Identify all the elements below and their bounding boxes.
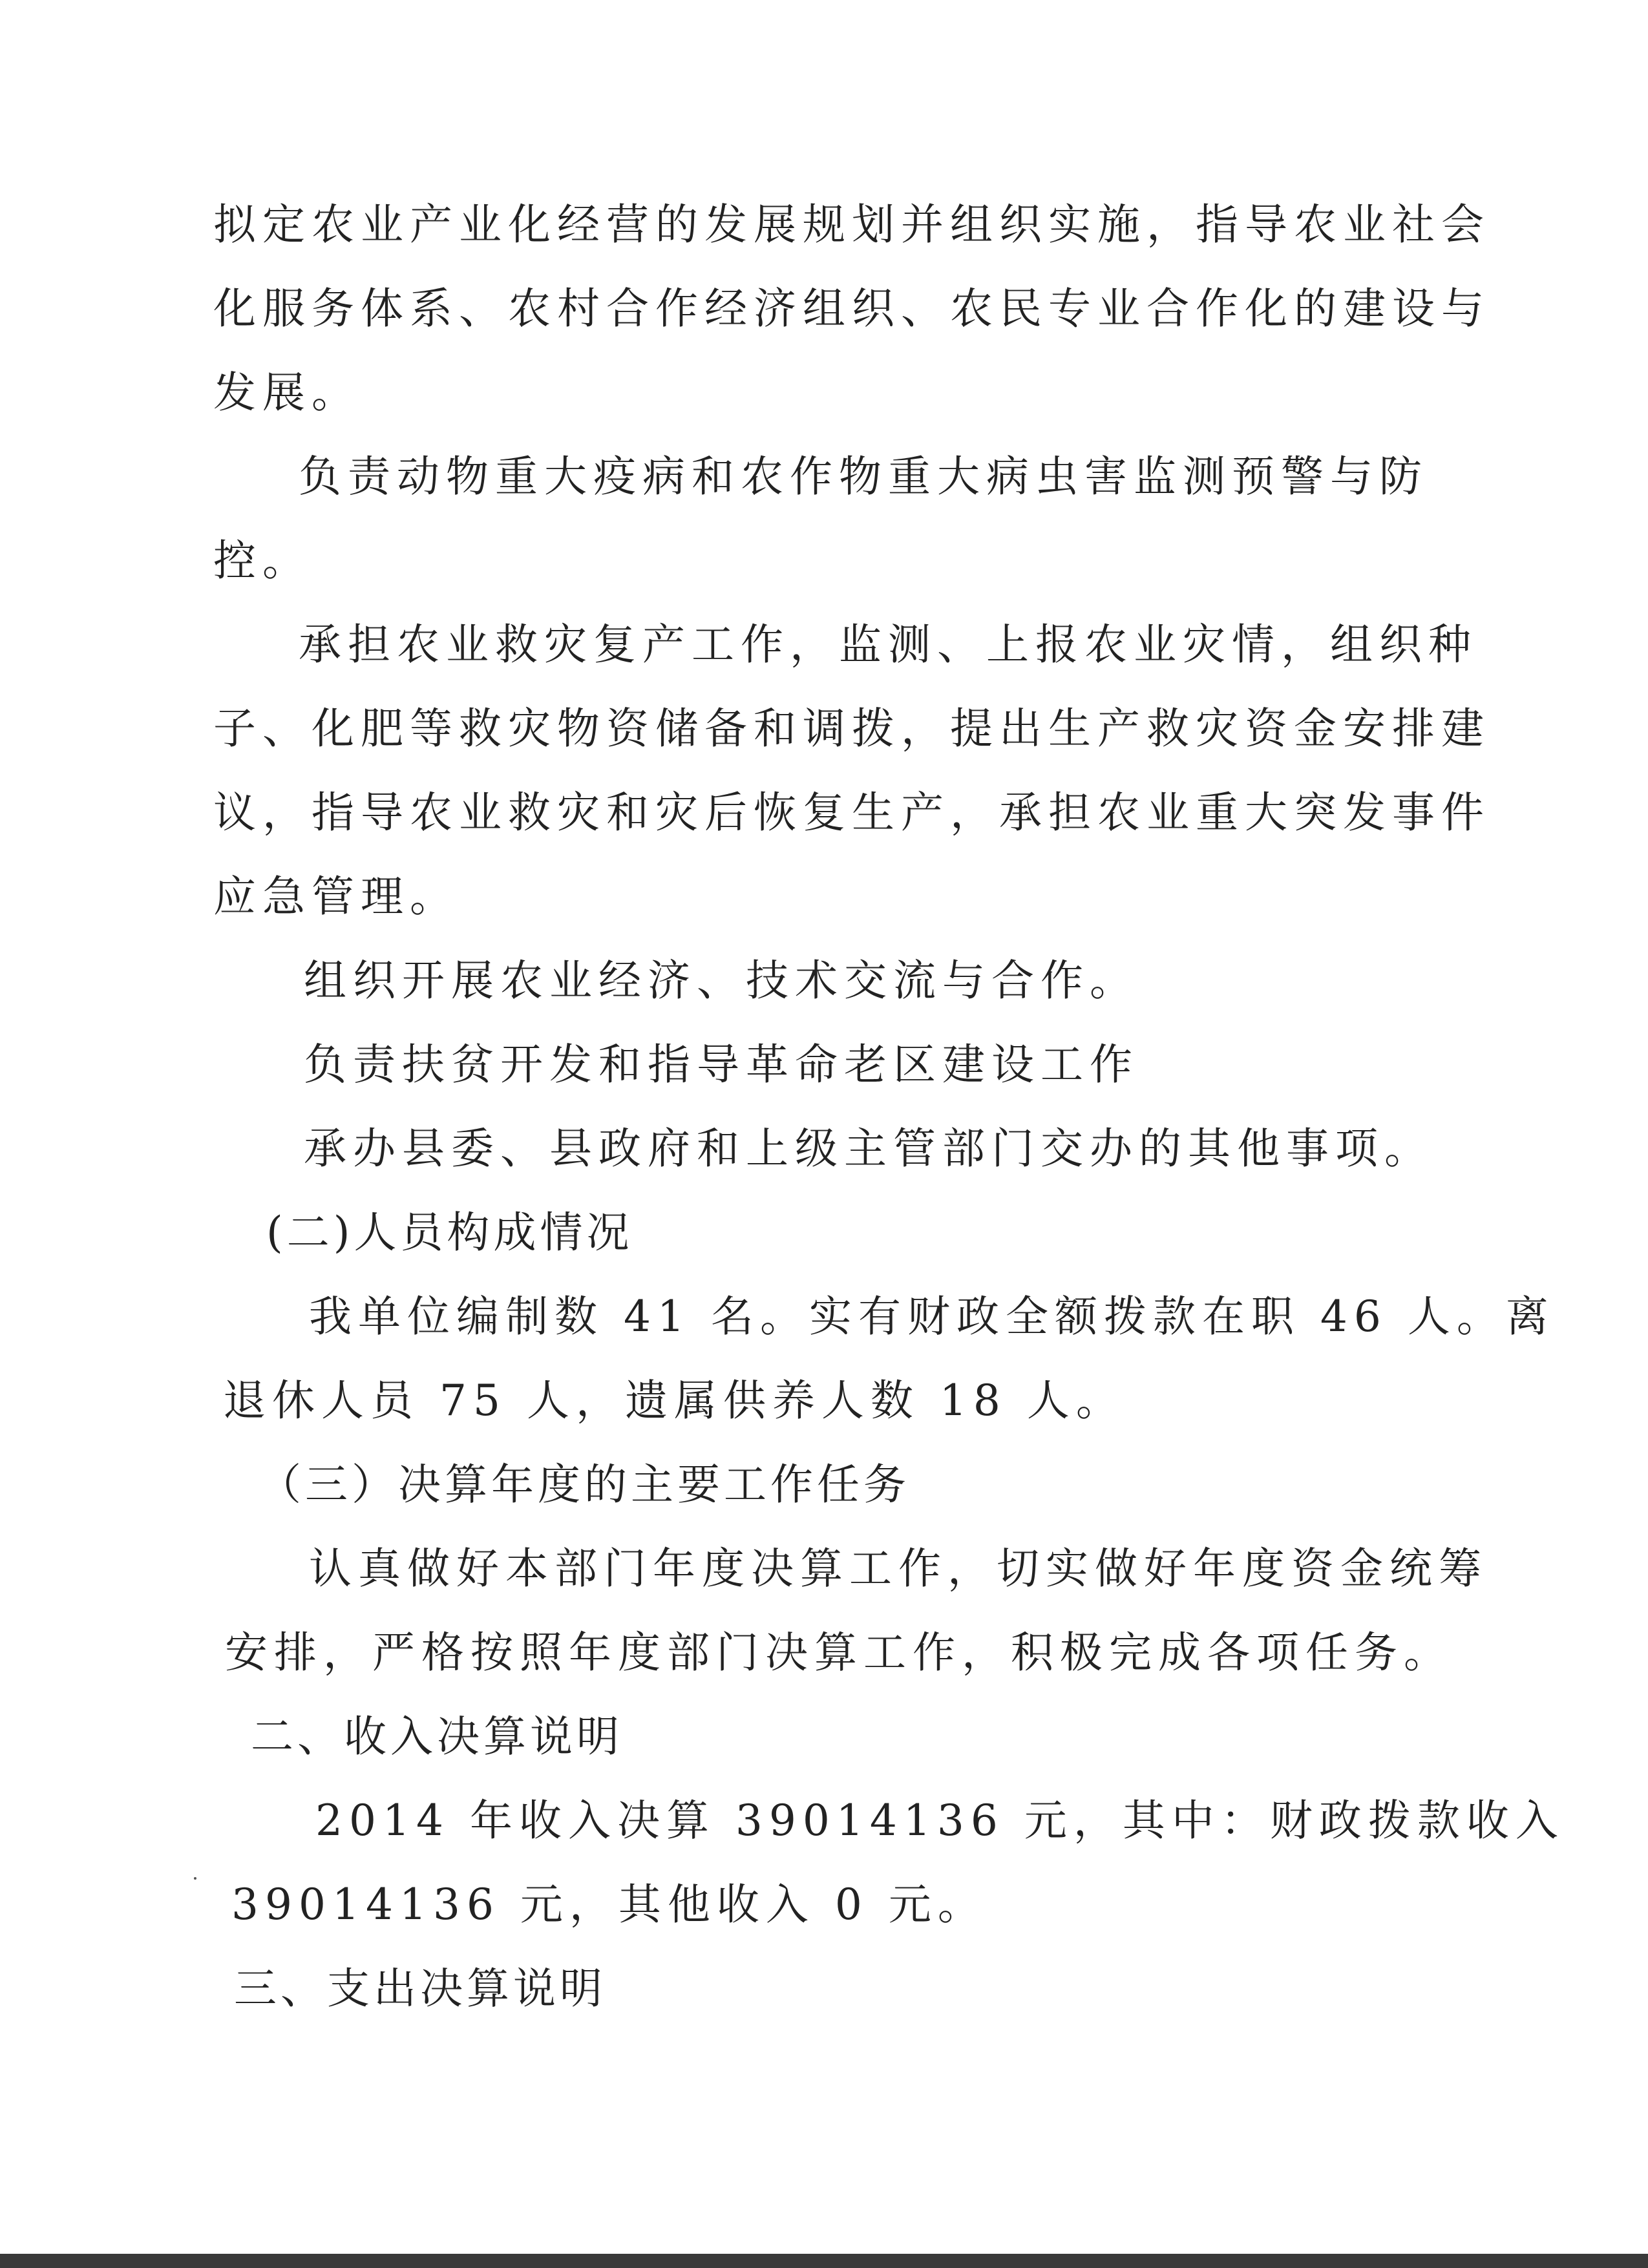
text-line-duty-industrialization-3: 发展。 [213,368,361,417]
text-line-disease-control-2: 控。 [213,536,312,585]
section-heading-main-tasks: （三）决算年度的主要工作任务 [259,1460,910,1509]
scan-speck [194,1877,196,1880]
text-line-staffing-1: 我单位编制数 41 名。实有财政全额拨款在职 46 人。离 [309,1292,1555,1341]
text-line-disease-control-1: 负责动物重大疫病和农作物重大病虫害监测预警与防 [299,452,1428,501]
text-line-main-tasks-1: 认真做好本部门年度决算工作，切实做好年度资金统筹 [309,1544,1488,1593]
section-heading-staffing: (二)人员构成情况 [266,1208,633,1257]
text-line-income-2: 39014136 元，其他收入 0 元。 [231,1880,987,1929]
text-line-disaster-relief-1: 承担农业救灾复产工作，监测、上报农业灾情，组织种 [299,620,1477,669]
text-line-staffing-2: 退休人员 75 人，遗属供养人数 18 人。 [223,1376,1125,1425]
text-line-duty-industrialization-2: 化服务体系、农村合作经济组织、农民专业合作化的建设与 [213,284,1490,333]
scan-bottom-edge [0,2254,1648,2268]
text-line-duty-industrialization-1: 拟定农业产业化经营的发展规划并组织实施，指导农业社会 [213,200,1490,249]
text-line-disaster-relief-2: 子、化肥等救灾物资储备和调拨，提出生产救灾资金安排建 [213,704,1490,753]
text-line-main-tasks-2: 安排，严格按照年度部门决算工作，积极完成各项任务。 [225,1628,1453,1677]
text-line-income-1: 2014 年收入决算 39014136 元，其中：财政拨款收入 [315,1796,1565,1845]
text-line-disaster-relief-3: 议，指导农业救灾和灾后恢复生产，承担农业重大突发事件 [213,788,1490,837]
text-line-poverty-alleviation: 负责扶贫开发和指导革命老区建设工作 [304,1040,1139,1089]
text-line-cooperation: 组织开展农业经济、技术交流与合作。 [304,956,1139,1005]
text-line-disaster-relief-4: 应急管理。 [213,872,459,921]
text-line-other-matters: 承办县委、县政府和上级主管部门交办的其他事项。 [304,1124,1433,1173]
section-heading-expenditure: 三、支出决算说明 [234,1964,606,2013]
section-heading-income: 二、收入决算说明 [251,1712,623,1761]
